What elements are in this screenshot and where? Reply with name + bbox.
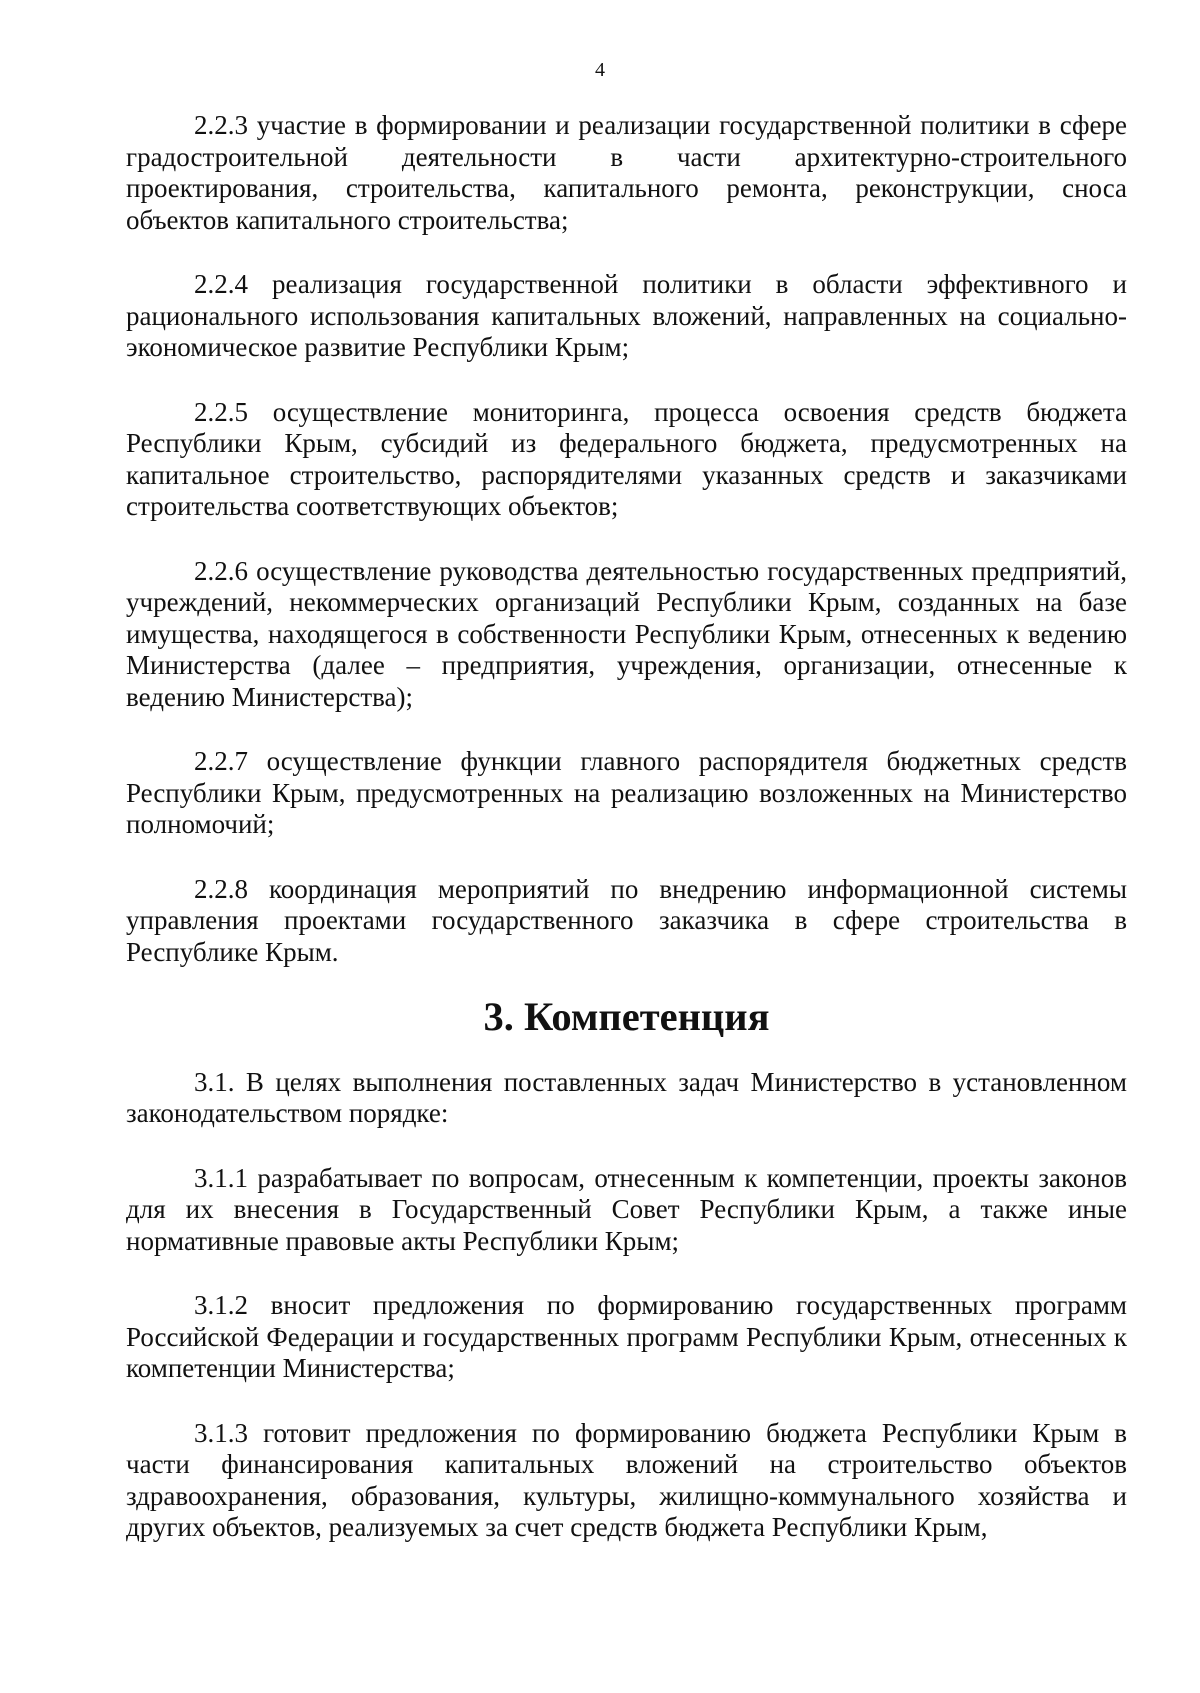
paragraph-2-2-3: 2.2.3 участие в формировании и реализации государственной политики в сфере градостроительной деятельности в части архитектурно-строительного проектирования, строительства, капитального ремонта, реконструкции, сноса объектов капитального строительства; xyxy=(126,110,1127,235)
paragraph-3-1-2: 3.1.2 вносит предложения по формированию государственных программ Российской Федерации и государственных программ Республики Крым, отнесенных к компетенции Министерства; xyxy=(126,1290,1127,1383)
paragraph-3-1-3: 3.1.3 готовит предложения по формированию бюджета Республики Крым в части финансирования капитальных вложений на строительство объектов здравоохранения, образования, культуры, жилищно-коммунального хозяйства и других объектов, реализуемых за счет средств бюджета Республики Крым, xyxy=(126,1417,1127,1542)
paragraph-2-2-4: 2.2.4 реализация государственной политики в области эффективного и рационального использования капитальных вложений, направленных на социально-экономическое развитие Республики Крым; xyxy=(126,269,1127,362)
section-heading: 3. Компетенция xyxy=(483,994,770,1039)
paragraph-3-1: 3.1. В целях выполнения поставленных задач Министерство в установленном законодательством порядке: xyxy=(126,1066,1127,1128)
paragraph-3-1-1: 3.1.1 разрабатывает по вопросам, отнесенным к компетенции, проекты законов для их внесения в Государственный Совет Республики Крым, а также иные нормативные правовые акты Республики Крым; xyxy=(126,1162,1127,1256)
paragraph-2-2-7: 2.2.7 осуществление функции главного распорядителя бюджетных средств Республики Крым, предусмотренных на реализацию возложенных на Министерство полномочий; xyxy=(126,746,1127,839)
paragraph-2-2-8: 2.2.8 координация мероприятий по внедрению информационной системы управления проектами государственного заказчика в сфере строительства в Республике Крым. xyxy=(126,873,1127,967)
document-body xyxy=(126,110,1127,1544)
paragraph-2-2-6: 2.2.6 осуществление руководства деятельностью государственных предприятий, учреждений, некоммерческих организаций Республики Крым, созданных на базе имущества, находящегося в собственности Республики Крым, отнесенных к ведению Министерства (далее – предприятия, учреждения, организации, отнесенные к ведению Министерства); xyxy=(126,555,1127,712)
paragraph-2-2-5: 2.2.5 осуществление мониторинга, процесса освоения средств бюджета Республики Крым, субсидий из федерального бюджета, предусмотренных на капитальное строительство, распорядителями указанных средств и заказчиками строительства соответствующих объектов; xyxy=(126,396,1127,521)
page-number: 4 xyxy=(595,59,605,81)
